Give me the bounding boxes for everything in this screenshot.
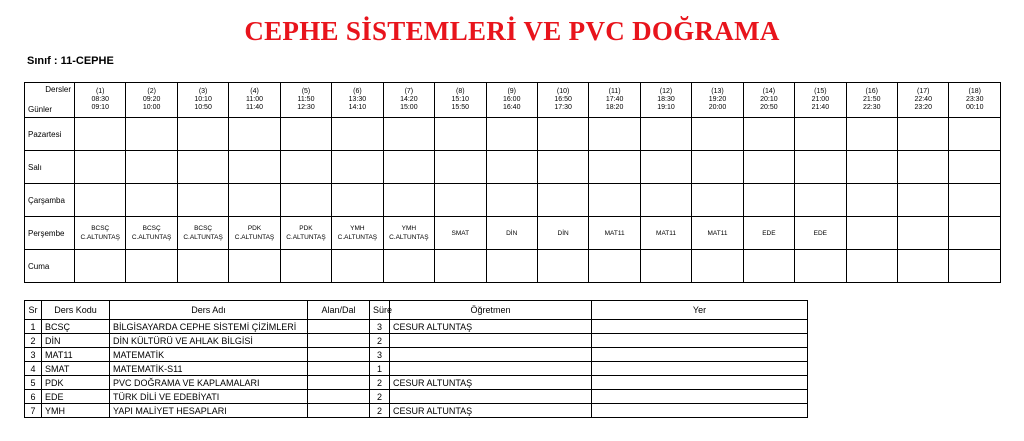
legend-area bbox=[308, 376, 370, 390]
legend-header-area: Alan/Dal bbox=[308, 301, 370, 320]
empty-cell bbox=[229, 151, 280, 184]
legend-row bbox=[25, 320, 808, 334]
day-row bbox=[25, 151, 1001, 184]
empty-cell bbox=[332, 184, 383, 217]
day-name: Cuma bbox=[25, 250, 75, 283]
dersler-label: Dersler bbox=[45, 85, 71, 94]
empty-cell bbox=[75, 151, 126, 184]
empty-cell bbox=[177, 118, 228, 151]
timetable bbox=[24, 82, 1001, 283]
empty-cell bbox=[640, 151, 691, 184]
legend-place bbox=[592, 320, 808, 334]
empty-cell bbox=[692, 184, 743, 217]
period-number: (7) bbox=[404, 88, 414, 95]
legend-header-teacher: Öğretmen bbox=[390, 301, 592, 320]
empty-cell bbox=[949, 250, 1001, 283]
legend-teacher bbox=[390, 390, 592, 404]
legend-area bbox=[308, 404, 370, 418]
empty-cell bbox=[898, 184, 949, 217]
period-end: 12:30 bbox=[297, 104, 315, 111]
day-row bbox=[25, 217, 1001, 250]
period-start: 16:00 bbox=[502, 96, 521, 103]
legend-sr: 7 bbox=[25, 404, 42, 418]
period-header bbox=[589, 83, 640, 118]
legend-area bbox=[308, 320, 370, 334]
period-start: 09:20 bbox=[142, 96, 161, 103]
legend-name: DİN KÜLTÜRÜ VE AHLAK BİLGİSİ bbox=[110, 334, 308, 348]
legend-teacher: CESUR ALTUNTAŞ bbox=[390, 376, 592, 390]
period-number: (1) bbox=[95, 88, 105, 95]
period-number: (12) bbox=[659, 88, 673, 95]
lesson-teacher: C.ALTUNTAŞ bbox=[183, 234, 223, 241]
lesson-cell bbox=[177, 217, 228, 250]
lesson-code: MAT11 bbox=[656, 229, 677, 237]
period-start: 15:10 bbox=[451, 96, 470, 103]
empty-cell bbox=[229, 118, 280, 151]
legend-row bbox=[25, 362, 808, 376]
period-header bbox=[846, 83, 897, 118]
day-row bbox=[25, 118, 1001, 151]
legend-name: TÜRK DİLİ VE EDEBİYATI bbox=[110, 390, 308, 404]
empty-cell bbox=[589, 151, 640, 184]
period-end: 20:00 bbox=[708, 104, 727, 111]
lesson-cell bbox=[280, 217, 331, 250]
period-end: 18:20 bbox=[605, 104, 624, 111]
lesson-code: BCSÇ bbox=[91, 225, 110, 232]
period-header bbox=[177, 83, 228, 118]
legend-teacher bbox=[390, 334, 592, 348]
empty-cell bbox=[846, 151, 897, 184]
period-start: 20:10 bbox=[760, 96, 778, 103]
empty-cell bbox=[486, 151, 537, 184]
empty-cell bbox=[126, 250, 177, 283]
lesson-cell bbox=[692, 217, 743, 250]
legend-row bbox=[25, 348, 808, 362]
lesson-code: BCSÇ bbox=[142, 225, 161, 232]
lesson-teacher: C.ALTUNTAŞ bbox=[80, 234, 120, 241]
lesson-cell bbox=[537, 217, 588, 250]
empty-cell bbox=[589, 184, 640, 217]
empty-cell bbox=[537, 118, 588, 151]
empty-cell bbox=[177, 184, 228, 217]
period-start: 11:00 bbox=[246, 96, 264, 103]
legend-header-place: Yer bbox=[592, 301, 808, 320]
legend-area bbox=[308, 390, 370, 404]
day-row bbox=[25, 250, 1001, 283]
period-end: 22:30 bbox=[863, 104, 881, 111]
lesson-cell bbox=[435, 217, 486, 250]
empty-cell bbox=[898, 217, 949, 250]
period-number: (4) bbox=[250, 88, 259, 95]
period-number: (15) bbox=[814, 88, 827, 95]
empty-cell bbox=[75, 250, 126, 283]
lesson-code: PDK bbox=[299, 225, 313, 232]
lesson-code: MAT11 bbox=[707, 229, 728, 237]
empty-cell bbox=[898, 118, 949, 151]
period-header bbox=[692, 83, 743, 118]
legend-code: YMH bbox=[42, 404, 110, 418]
empty-cell bbox=[743, 250, 794, 283]
legend-area bbox=[308, 334, 370, 348]
empty-cell bbox=[229, 250, 280, 283]
period-end: 17:30 bbox=[554, 104, 572, 111]
lesson-teacher: C.ALTUNTAŞ bbox=[389, 234, 429, 241]
day-name: Perşembe bbox=[25, 217, 75, 250]
lesson-code: DİN bbox=[557, 229, 569, 237]
period-end: 21:40 bbox=[811, 104, 830, 111]
period-number: (6) bbox=[353, 88, 362, 95]
empty-cell bbox=[795, 118, 846, 151]
legend-row bbox=[25, 334, 808, 348]
period-end: 10:50 bbox=[194, 104, 212, 111]
period-number: (13) bbox=[711, 88, 724, 95]
lesson-cell bbox=[229, 217, 280, 250]
lesson-code: EDE bbox=[762, 229, 776, 237]
empty-cell bbox=[846, 217, 897, 250]
legend-code: DİN bbox=[42, 334, 110, 348]
period-number: (14) bbox=[762, 88, 776, 95]
lesson-cell bbox=[383, 217, 434, 250]
empty-cell bbox=[383, 184, 434, 217]
period-number: (10) bbox=[556, 88, 570, 95]
empty-cell bbox=[589, 118, 640, 151]
period-start: 17:40 bbox=[605, 96, 624, 103]
empty-cell bbox=[949, 217, 1001, 250]
period-number: (17) bbox=[916, 88, 930, 95]
legend-area bbox=[308, 348, 370, 362]
empty-cell bbox=[795, 250, 846, 283]
empty-cell bbox=[332, 250, 383, 283]
period-header bbox=[75, 83, 126, 118]
period-end: 19:10 bbox=[657, 104, 675, 111]
period-end: 15:00 bbox=[400, 104, 418, 111]
lesson-code: YMH bbox=[401, 225, 417, 232]
empty-cell bbox=[177, 250, 228, 283]
empty-cell bbox=[846, 118, 897, 151]
period-number: (9) bbox=[507, 88, 516, 95]
legend-sr: 5 bbox=[25, 376, 42, 390]
empty-cell bbox=[949, 151, 1001, 184]
legend-header-code: Ders Kodu bbox=[42, 301, 110, 320]
empty-cell bbox=[692, 250, 743, 283]
legend-code: EDE bbox=[42, 390, 110, 404]
legend-header-name: Ders Adı bbox=[110, 301, 308, 320]
empty-cell bbox=[126, 118, 177, 151]
empty-cell bbox=[743, 118, 794, 151]
period-end: 23:20 bbox=[914, 104, 932, 111]
empty-cell bbox=[435, 118, 486, 151]
empty-cell bbox=[486, 118, 537, 151]
empty-cell bbox=[692, 151, 743, 184]
empty-cell bbox=[743, 184, 794, 217]
legend-code: BCSÇ bbox=[42, 320, 110, 334]
day-name: Salı bbox=[25, 151, 75, 184]
period-header bbox=[280, 83, 331, 118]
period-header bbox=[949, 83, 1001, 118]
period-number: (18) bbox=[968, 88, 981, 95]
period-number: (11) bbox=[608, 88, 621, 95]
empty-cell bbox=[846, 250, 897, 283]
empty-cell bbox=[640, 184, 691, 217]
course-legend-table bbox=[24, 300, 808, 418]
period-header bbox=[537, 83, 588, 118]
period-start: 21:00 bbox=[811, 96, 830, 103]
period-end: 20:50 bbox=[760, 104, 778, 111]
lesson-code: SMAT bbox=[451, 229, 470, 237]
period-header bbox=[435, 83, 486, 118]
corner-header bbox=[25, 83, 75, 118]
lesson-teacher: C.ALTUNTAŞ bbox=[131, 234, 172, 241]
class-label: Sınıf : 11-CEPHE bbox=[27, 55, 114, 67]
legend-place bbox=[592, 334, 808, 348]
empty-cell bbox=[280, 151, 331, 184]
empty-cell bbox=[537, 250, 588, 283]
legend-teacher bbox=[390, 348, 592, 362]
lesson-cell bbox=[795, 217, 846, 250]
period-end: 14:10 bbox=[348, 104, 367, 111]
empty-cell bbox=[383, 151, 434, 184]
legend-duration: 3 bbox=[370, 320, 390, 334]
empty-cell bbox=[126, 151, 177, 184]
legend-row bbox=[25, 390, 808, 404]
period-header bbox=[229, 83, 280, 118]
legend-sr: 4 bbox=[25, 362, 42, 376]
empty-cell bbox=[949, 184, 1001, 217]
empty-cell bbox=[795, 151, 846, 184]
legend-code: PDK bbox=[42, 376, 110, 390]
period-end: 09:10 bbox=[91, 104, 109, 111]
lesson-cell bbox=[126, 217, 177, 250]
period-end: 11:40 bbox=[246, 104, 264, 111]
legend-code: SMAT bbox=[42, 362, 110, 376]
legend-duration: 2 bbox=[370, 334, 390, 348]
period-start: 10:10 bbox=[194, 96, 212, 103]
lesson-code: BCSÇ bbox=[194, 225, 213, 232]
empty-cell bbox=[640, 250, 691, 283]
page-title: CEPHE SİSTEMLERİ VE PVC DOĞRAMA bbox=[244, 16, 780, 46]
day-name: Pazartesi bbox=[25, 118, 75, 151]
empty-cell bbox=[435, 151, 486, 184]
legend-place bbox=[592, 362, 808, 376]
legend-place bbox=[592, 348, 808, 362]
empty-cell bbox=[280, 118, 331, 151]
empty-cell bbox=[640, 118, 691, 151]
period-end: 15:50 bbox=[451, 104, 470, 111]
legend-place bbox=[592, 390, 808, 404]
empty-cell bbox=[177, 151, 228, 184]
legend-name: PVC DOĞRAMA VE KAPLAMALARI bbox=[110, 376, 308, 390]
lesson-code: MAT11 bbox=[604, 229, 625, 237]
empty-cell bbox=[126, 184, 177, 217]
legend-row bbox=[25, 376, 808, 390]
period-start: 18:30 bbox=[657, 96, 675, 103]
legend-sr: 3 bbox=[25, 348, 42, 362]
lesson-cell bbox=[486, 217, 537, 250]
empty-cell bbox=[486, 184, 537, 217]
legend-header-duration: Süre bbox=[370, 301, 390, 320]
day-name: Çarşamba bbox=[25, 184, 75, 217]
empty-cell bbox=[537, 184, 588, 217]
legend-header-row bbox=[25, 301, 808, 320]
empty-cell bbox=[383, 118, 434, 151]
lesson-cell bbox=[589, 217, 640, 250]
legend-duration: 2 bbox=[370, 376, 390, 390]
period-header bbox=[795, 83, 846, 118]
period-number: (3) bbox=[198, 88, 208, 95]
empty-cell bbox=[692, 118, 743, 151]
period-end: 10:00 bbox=[142, 104, 161, 111]
empty-cell bbox=[435, 250, 486, 283]
legend-code: MAT11 bbox=[42, 348, 110, 362]
lesson-code: PDK bbox=[247, 225, 262, 232]
period-start: 22:40 bbox=[914, 96, 932, 103]
lesson-teacher: C.ALTUNTAŞ bbox=[286, 234, 326, 241]
period-start: 21:50 bbox=[863, 96, 881, 103]
period-header bbox=[486, 83, 537, 118]
legend-sr: 2 bbox=[25, 334, 42, 348]
empty-cell bbox=[229, 184, 280, 217]
legend-name: YAPI MALİYET HESAPLARI bbox=[110, 404, 308, 418]
legend-area bbox=[308, 362, 370, 376]
period-start: 08:30 bbox=[91, 96, 109, 103]
empty-cell bbox=[486, 250, 537, 283]
gunler-label: Günler bbox=[28, 105, 53, 114]
period-start: 13:30 bbox=[348, 96, 367, 103]
legend-duration: 1 bbox=[370, 362, 390, 376]
lesson-teacher: C.ALTUNTAŞ bbox=[337, 234, 378, 241]
lesson-code: YMH bbox=[350, 225, 365, 232]
empty-cell bbox=[846, 184, 897, 217]
lesson-cell bbox=[743, 217, 794, 250]
period-number: (2) bbox=[147, 88, 156, 95]
legend-place bbox=[592, 404, 808, 418]
period-start: 11:50 bbox=[297, 96, 315, 103]
empty-cell bbox=[75, 118, 126, 151]
legend-row bbox=[25, 404, 808, 418]
legend-place bbox=[592, 376, 808, 390]
legend-sr: 1 bbox=[25, 320, 42, 334]
period-start: 16:50 bbox=[554, 96, 572, 103]
lesson-cell bbox=[75, 217, 126, 250]
period-header-row bbox=[25, 83, 1001, 118]
period-start: 23:30 bbox=[965, 96, 984, 103]
period-end: 00:10 bbox=[965, 104, 984, 111]
lesson-cell bbox=[332, 217, 383, 250]
period-start: 14:20 bbox=[400, 96, 418, 103]
period-end: 16:40 bbox=[502, 104, 521, 111]
legend-header-sr: Sr bbox=[25, 301, 42, 320]
empty-cell bbox=[332, 118, 383, 151]
period-header bbox=[383, 83, 434, 118]
empty-cell bbox=[898, 250, 949, 283]
legend-name: MATEMATİK-S11 bbox=[110, 362, 308, 376]
period-number: (8) bbox=[456, 88, 465, 95]
lesson-code: EDE bbox=[813, 229, 828, 237]
empty-cell bbox=[537, 151, 588, 184]
empty-cell bbox=[795, 184, 846, 217]
legend-duration: 2 bbox=[370, 390, 390, 404]
period-number: (5) bbox=[301, 88, 311, 95]
empty-cell bbox=[280, 184, 331, 217]
lesson-teacher: C.ALTUNTAŞ bbox=[234, 234, 275, 241]
empty-cell bbox=[383, 250, 434, 283]
period-start: 19:20 bbox=[708, 96, 727, 103]
legend-sr: 6 bbox=[25, 390, 42, 404]
empty-cell bbox=[949, 118, 1001, 151]
empty-cell bbox=[435, 184, 486, 217]
legend-name: BİLGİSAYARDA CEPHE SİSTEMİ ÇİZİMLERİ bbox=[110, 320, 308, 334]
lesson-cell bbox=[640, 217, 691, 250]
empty-cell bbox=[898, 151, 949, 184]
period-header bbox=[640, 83, 691, 118]
legend-duration: 3 bbox=[370, 348, 390, 362]
legend-name: MATEMATİK bbox=[110, 348, 308, 362]
legend-teacher: CESUR ALTUNTAŞ bbox=[390, 320, 592, 334]
period-header bbox=[743, 83, 794, 118]
empty-cell bbox=[75, 184, 126, 217]
period-header bbox=[898, 83, 949, 118]
period-header bbox=[332, 83, 383, 118]
lesson-code: DİN bbox=[506, 229, 518, 237]
day-row bbox=[25, 184, 1001, 217]
empty-cell bbox=[280, 250, 331, 283]
empty-cell bbox=[332, 151, 383, 184]
empty-cell bbox=[589, 250, 640, 283]
legend-teacher: CESUR ALTUNTAŞ bbox=[390, 404, 592, 418]
empty-cell bbox=[743, 151, 794, 184]
period-number: (16) bbox=[865, 88, 878, 95]
period-header bbox=[126, 83, 177, 118]
legend-duration: 2 bbox=[370, 404, 390, 418]
legend-teacher bbox=[390, 362, 592, 376]
